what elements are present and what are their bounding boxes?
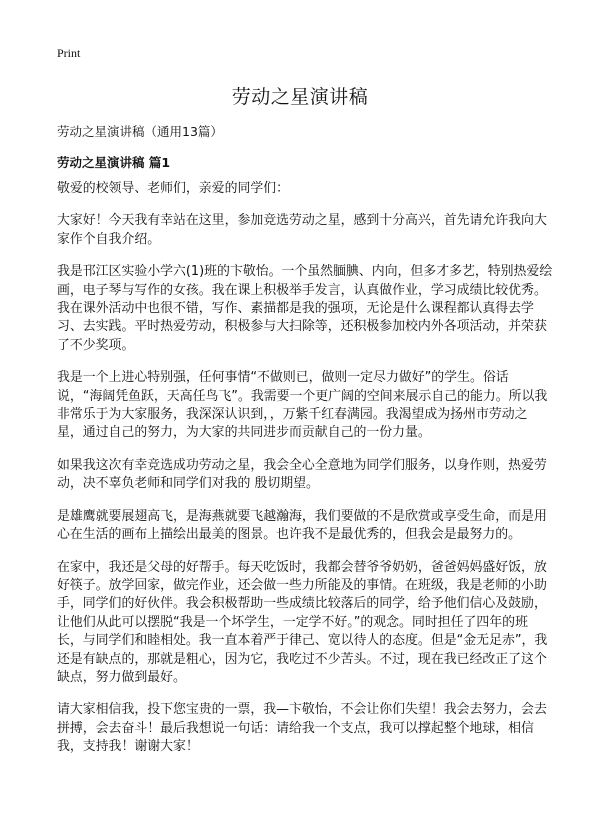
body-paragraph: 大家好！今天我有幸站在这里，参加竞选劳动之星，感到十分高兴，首先请允许我向大家作个自我介绍。 <box>57 213 547 247</box>
print-link[interactable]: Print <box>57 46 81 60</box>
closing-paragraph: 请大家相信我，投下您宝贵的一票，我—卞敬怡，不会让你们失望！我会去努力，会去拼搏，会去奋斗！最后我想说一句话：请给我一个支点，我可以撑起整个地球，相信我，支持我！谢谢大家！ <box>57 702 547 755</box>
body-paragraph: 是雄鹰就要展翅高飞，是海燕就要飞越瀚海，我们要做的不是欣赏或享受生命，而是用心在生活的画布上描绘出最美的图景。也许我不是最优秀的，但我会是最努力的。 <box>57 508 547 543</box>
body-paragraph: 如果我这次有幸竞选成功劳动之星，我会全心全意地为同学们服务，以身作则，热爱劳动，决不辜负老师和同学们对我的 殷切期望。 <box>57 457 547 492</box>
document-subtitle: 劳动之星演讲稿（通用13篇） <box>57 124 223 139</box>
speech-body <box>57 180 553 771</box>
body-paragraph: 在家中，我还是父母的好帮手。每天吃饭时，我都会替爷爷奶奶，爸爸妈妈盛好饭，放好筷子。放学回家，做完作业，还会做一些力所能及的事情。在班级，我是老师的小助手，同学们的好伙伴。我会积极帮助一些成绩比较落后的同学，给予他们信心及鼓励，让他们从此可以摆脱“我是一个坏学生，一定学不好。”的观念。同时担任了四年的班长，与同学们和睦相处。我一直本着严于律己、宽以待人的态度。但是“金无足赤”，我还是有缺点的，那就是粗心，因为它，我吃过不少苦头。不过，现在我已经改正了这个缺点，努力做到最好。 <box>57 559 548 685</box>
section-heading: 劳动之星演讲稿 篇1 <box>57 155 171 170</box>
body-paragraph: 我是邗江区实验小学六(1)班的卞敬怡。一个虽然腼腆、内向，但多才多艺，特别热爱绘画，电子琴与写作的女孩。我在课上积极举手发言，认真做作业，学习成绩比较优秀。我在课外活动中也很不错，写作、素描都是我的强项，无论是什么课程都认真得去学习、去实践。平时热爱劳动，积极参与大扫除等，还积极参加校内外各项活动，并荣获了不少奖项。 <box>57 264 553 353</box>
body-paragraph: 我是一个上进心特别强，任何事情“不做则已，做则一定尽力做好”的学生。俗话说，“海阔凭鱼跃，天高任鸟飞”。我需要一个更广阔的空间来展示自己的能力。所以我非常乐于为大家服务，我深深认识到，，万紫千红春满园。我渴望成为扬州市劳动之星，通过自己的努力，为大家的共同进步而贡献自己的一份力量。 <box>57 370 548 441</box>
page-title: 劳动之星演讲稿 <box>231 86 369 108</box>
salutation-paragraph: 敬爱的校领导、老师们，亲爱的同学们： <box>57 181 290 196</box>
